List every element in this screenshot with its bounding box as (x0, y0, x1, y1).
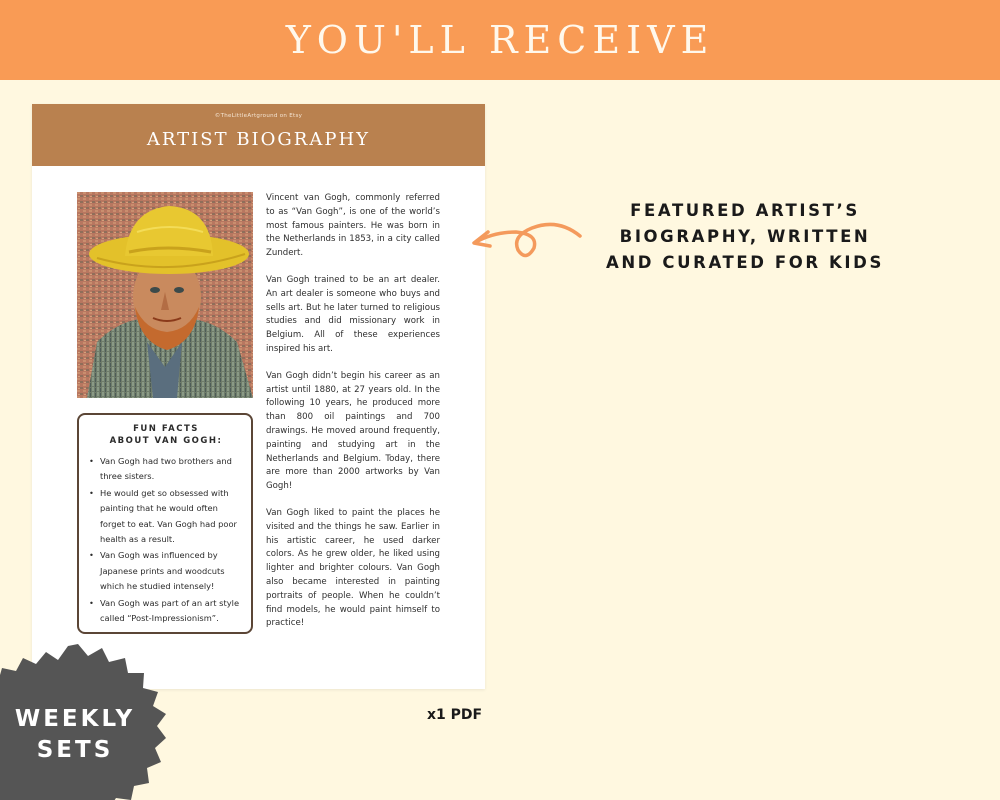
fun-facts-list (87, 454, 245, 626)
bio-paragraph: Van Gogh didn’t begin his career as an artist until 1880, at 27 years old. In the following 10 years, he produced more than 800 oil paintings and 700 drawings. He moved around frequently, painting and studying art in the Netherlands and Belgium. Today, there are more than 2000 artworks by Van Gogh! (266, 370, 440, 492)
badge-line1: WEEKLY (14, 706, 136, 732)
top-banner (0, 0, 1000, 80)
featured-line2: BIOGRAPHY, WRITTEN (619, 227, 871, 246)
featured-caption (590, 198, 900, 276)
portrait-illustration (77, 192, 253, 398)
bio-paragraph: Vincent van Gogh, commonly referred to as “Van Gogh”, is one of the world’s most famous painters. He was born in the Netherlands in 1853, in a city called Zundert. (266, 193, 440, 259)
fun-facts-box (77, 413, 253, 634)
fun-fact-item: • Van Gogh was part of an art style called “Post-Impressionism”. (87, 596, 245, 627)
sheet-credit: ©TheLittleArtground on Etsy (214, 113, 303, 119)
van-gogh-portrait-image (77, 192, 253, 398)
pdf-count-label: x1 PDF (427, 707, 483, 723)
bio-paragraph: Van Gogh trained to be an art dealer. An art dealer is someone who buys and sells art. But he later turned to religious studies and did missionary work in Belgium. All of these experiences inspired his art. (266, 274, 440, 354)
bio-paragraph: Van Gogh liked to paint the places he visited and the things he saw. Earlier in his artistic career, he used darker colors. As he grew older, he liked using lighter and brighter colours. Van Gogh also became interested in painting portraits of people. When he couldn’t find models, he would paint himself to practice! (266, 507, 440, 629)
fun-fact-item: • Van Gogh had two brothers and three sisters. (87, 454, 245, 485)
weekly-sets-badge-text (0, 704, 150, 766)
fun-facts-title-line1: FUN FACTS (133, 424, 199, 434)
featured-line1: FEATURED ARTIST’S (630, 201, 860, 220)
sheet-title: ARTIST BIOGRAPHY (146, 129, 371, 150)
fun-facts-title-line2: ABOUT VAN GOGH: (109, 436, 223, 446)
sheet-header (32, 104, 485, 166)
fun-fact-item: • He would get so obsessed with painting that he would often forget to eat. Van Gogh had poor health as a result. (87, 486, 245, 548)
banner-title: YOU'LL RECEIVE (285, 18, 715, 62)
badge-line2: SETS (36, 737, 114, 763)
fun-fact-item: • Van Gogh was influenced by Japanese prints and woodcuts which he studied intensely! (87, 548, 245, 594)
biography-sheet-preview (32, 104, 485, 689)
featured-line3: AND CURATED FOR KIDS (606, 253, 884, 272)
curly-arrow-icon (468, 212, 588, 272)
fun-facts-title (87, 423, 245, 447)
biography-text (266, 192, 440, 644)
